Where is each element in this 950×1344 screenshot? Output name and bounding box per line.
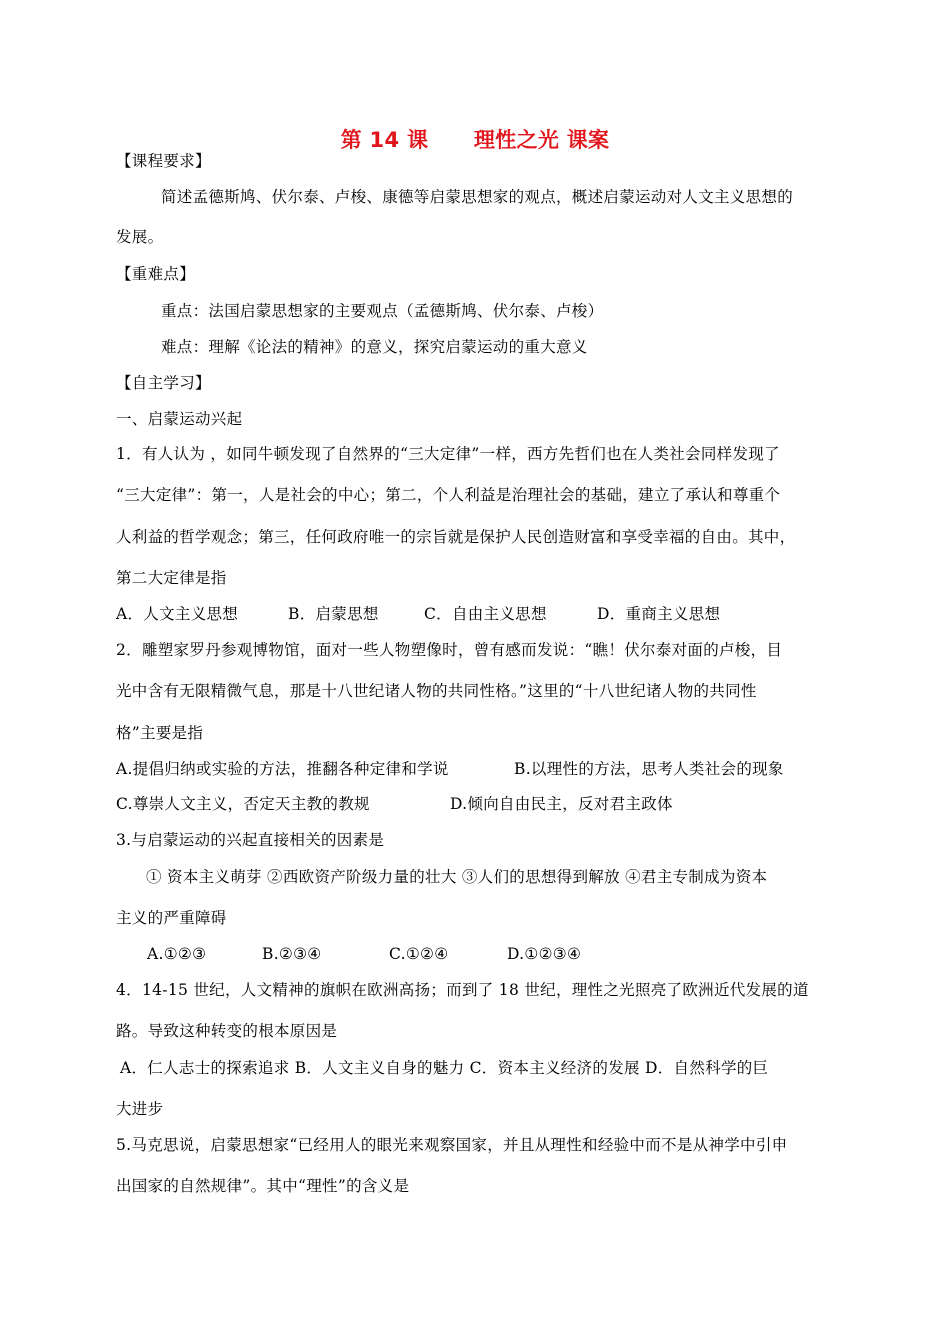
question-4-line: 路。导致这种转变的根本原因是: [116, 1022, 338, 1040]
question-2-option-b: B.以理性的方法，思考人类社会的现象: [514, 760, 784, 778]
requirements-text-cont: 发展。: [116, 228, 164, 246]
hard-point: 难点：理解《论法的精神》的意义，探究启蒙运动的重大意义: [161, 338, 588, 356]
key-points-header: 【重难点】: [116, 265, 196, 283]
self-study-header: 【自主学习】: [116, 374, 211, 392]
question-4-line: A．仁人志士的探索追求 B．人文主义自身的魅力 C．资本主义经济的发展 D．自然科学的巨: [120, 1059, 769, 1077]
key-point: 重点：法国启蒙思想家的主要观点（孟德斯鸠、伏尔泰、卢梭）: [161, 302, 604, 320]
question-1-option-c: C．自由主义思想: [424, 605, 547, 623]
question-3-option-c: C.①②④: [389, 945, 449, 963]
question-3-line: ① 资本主义萌芽 ②西欧资产阶级力量的壮大 ③人们的思想得到解放 ④君主专制成为资本: [146, 868, 768, 886]
question-2-line: 2．雕塑家罗丹参观博物馆，面对一些人物塑像时，曾有感而发说：“瞧！伏尔泰对面的卢梭，目: [116, 641, 783, 659]
question-2-option-a: A.提倡归纳或实验的方法，推翻各种定律和学说: [116, 760, 449, 778]
question-2-option-d: D.倾向自由民主，反对君主政体: [450, 795, 673, 813]
question-1-line: “三大定律”：第一，人是社会的中心；第二，个人利益是治理社会的基础，建立了承认和尊重个: [116, 486, 781, 504]
question-3-line: 主义的严重障碍: [116, 909, 227, 927]
requirements-text: 简述孟德斯鸠、伏尔泰、卢梭、康德等启蒙思想家的观点，概述启蒙运动对人文主义思想的: [161, 188, 794, 206]
question-4-line: 4．14-15 世纪，人文精神的旗帜在欧洲高扬；而到了 18 世纪，理性之光照亮了欧洲近代发展的道: [116, 981, 809, 999]
question-5-line: 5.马克思说，启蒙思想家“已经用人的眼光来观察国家，并且从理性和经验中而不是从神学中引申: [116, 1136, 788, 1154]
question-2-line: 格”主要是指: [116, 724, 204, 742]
question-1-line: 人利益的哲学观念；第三，任何政府唯一的宗旨就是保护人民创造财富和享受幸福的自由。其中，: [116, 528, 796, 546]
question-3-option-a: A.①②③: [147, 945, 207, 963]
question-4-line: 大进步: [116, 1100, 164, 1118]
page-title: 第 14 课 理性之光 课案: [340, 128, 610, 152]
question-2-line: 光中含有无限精微气息，那是十八世纪诸人物的共同性格。”这里的“十八世纪诸人物的共同性: [116, 682, 757, 700]
question-1-line: 1．有人认为 ，如同牛顿发现了自然界的“三大定律”一样，西方先哲们也在人类社会同样发现了: [116, 445, 780, 463]
question-3-line: 3.与启蒙运动的兴起直接相关的因素是: [116, 831, 385, 849]
question-1-option-a: A．人文主义思想: [116, 605, 239, 623]
question-1-line: 第二大定律是指: [116, 569, 227, 587]
subsection-title: 一、启蒙运动兴起: [116, 410, 243, 428]
question-3-option-b: B.②③④: [262, 945, 322, 963]
requirements-header: 【课程要求】: [116, 152, 211, 170]
question-3-option-d: D.①②③④: [507, 945, 582, 963]
question-1-option-b: B．启蒙思想: [288, 605, 379, 623]
question-2-option-c: C.尊崇人文主义，否定天主教的教规: [116, 795, 370, 813]
question-1-option-d: D．重商主义思想: [597, 605, 721, 623]
question-5-line: 出国家的自然规律”。其中“理性”的含义是: [116, 1177, 410, 1195]
